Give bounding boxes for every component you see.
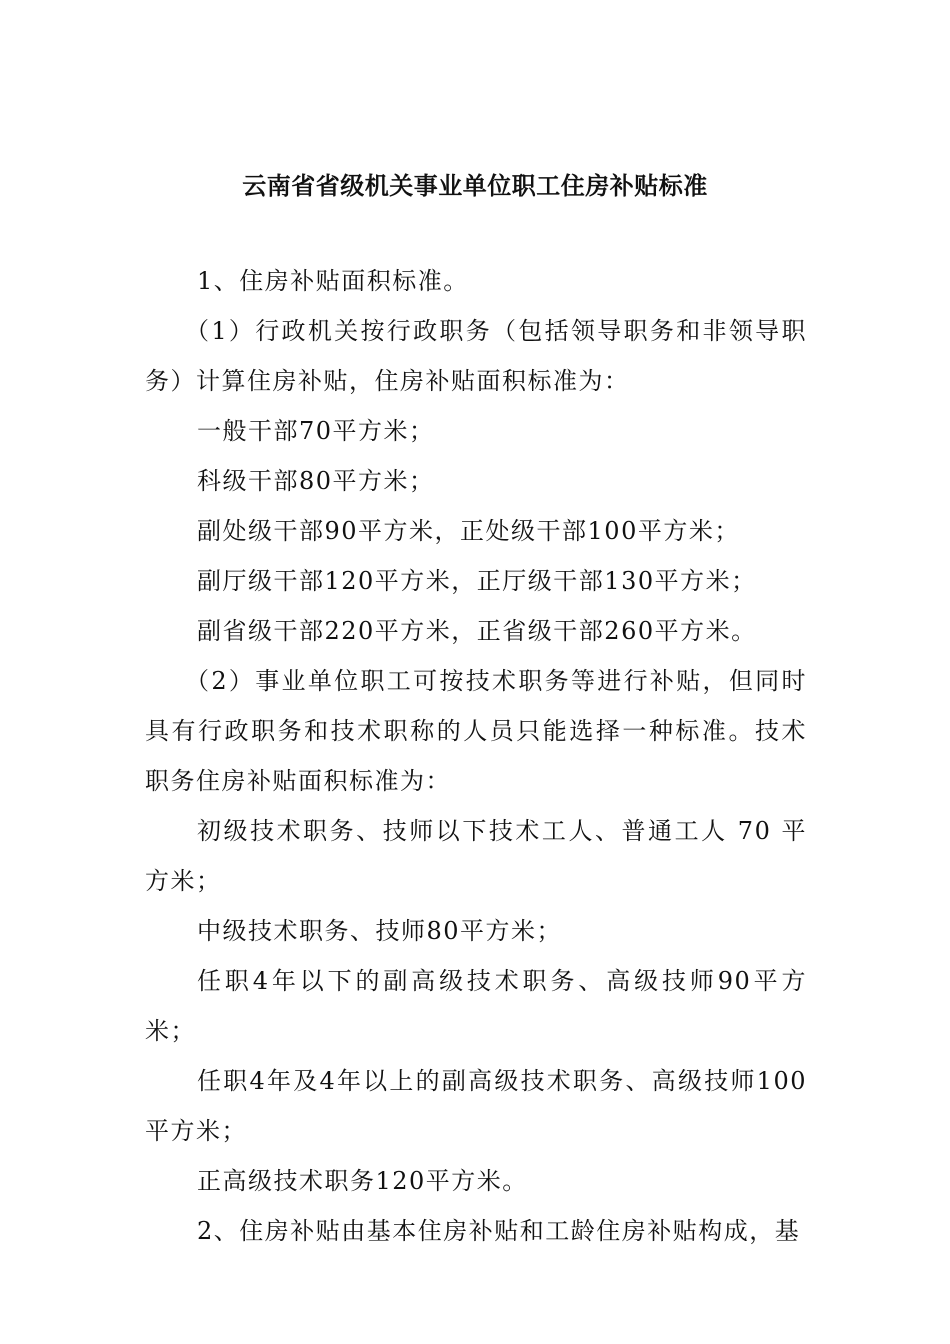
paragraph-9: 初级技术职务、技师以下技术工人、普通工人 70 平方米； [145,817,807,895]
paragraph-10: 中级技术职务、技师80平方米； [197,917,563,945]
paragraph-8: （2）事业单位职工可按技术职务等进行补贴，但同时具有行政职务和技术职称的人员只能选择一种标准。技术职务住房补贴面积标准为： [145,667,807,795]
paragraph-1: 1、住房补贴面积标准。 [197,267,469,295]
paragraph-4: 科级干部80平方米； [197,467,435,495]
paragraph-12: 任职4年及4年以上的副高级技术职务、高级技师100平方米； [145,1067,807,1145]
paragraph-11: 任职4年以下的副高级技术职务、高级技师90平方米； [145,967,807,1045]
paragraph-14: 2、住房补贴由基本住房补贴和工龄住房补贴构成，基 [197,1217,801,1245]
paragraph-3: 一般干部70平方米； [197,417,435,445]
paragraph-7: 副省级干部220平方米，正省级干部260平方米。 [197,617,757,645]
paragraph-5: 副处级干部90平方米，正处级干部100平方米； [197,517,740,545]
paragraph-2: （1）行政机关按行政职务（包括领导职务和非领导职务）计算住房补贴，住房补贴面积标准为： [145,317,807,395]
paragraph-13: 正高级技术职务120平方米。 [197,1167,528,1195]
paragraph-6: 副厅级干部120平方米，正厅级干部130平方米； [197,567,757,595]
document-title: 云南省省级机关事业单位职工住房补贴标准 [242,172,708,200]
document-body [145,256,807,1256]
